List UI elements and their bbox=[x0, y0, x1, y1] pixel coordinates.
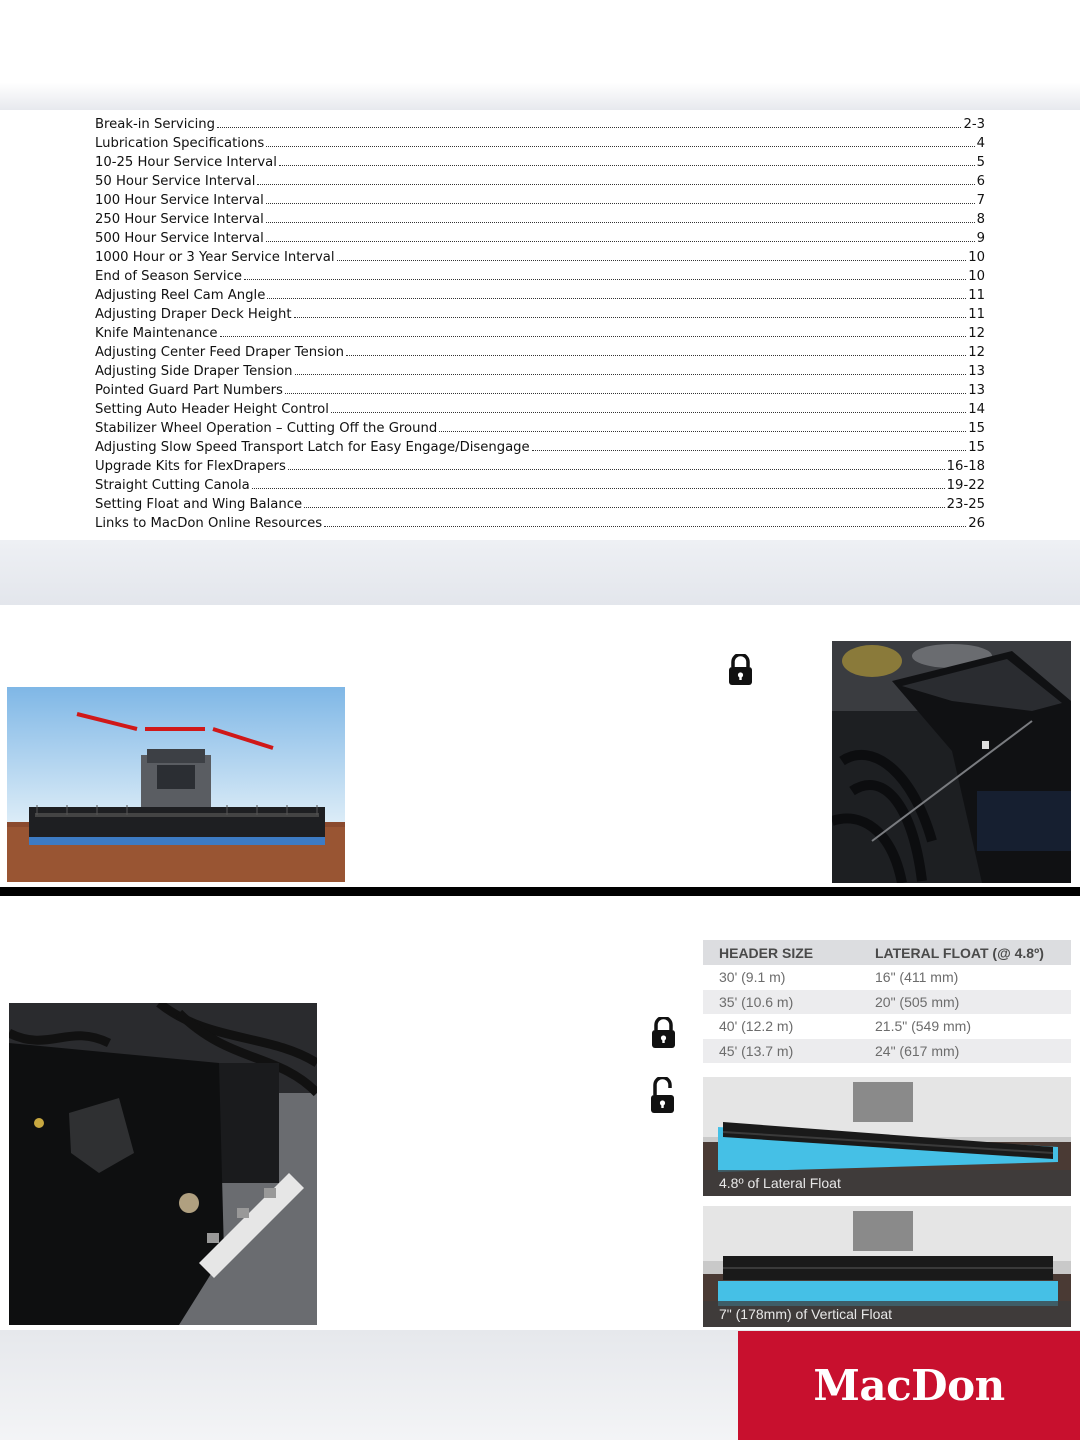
toc-entry-page: 23-25 bbox=[946, 497, 985, 512]
toc-entry-page: 4 bbox=[976, 136, 985, 151]
table-cell: 20" (505 mm) bbox=[859, 990, 1071, 1015]
section-rule bbox=[0, 887, 1080, 896]
toc-entry-page: 10 bbox=[968, 250, 985, 265]
toc-entry-page: 15 bbox=[968, 440, 985, 455]
toc-entry-title: Knife Maintenance bbox=[95, 326, 218, 341]
toc-entry-page: 13 bbox=[968, 364, 985, 379]
table-cell: 30' (9.1 m) bbox=[719, 969, 786, 986]
toc-entry[interactable] bbox=[95, 323, 985, 342]
toc-leader-dots bbox=[294, 304, 967, 318]
lateral-float-image bbox=[703, 1077, 1071, 1196]
lateral-float-caption: 4.8º of Lateral Float bbox=[703, 1170, 1071, 1196]
toc-leader-dots bbox=[304, 494, 945, 508]
toc-entry[interactable] bbox=[95, 266, 985, 285]
macdon-logo bbox=[738, 1331, 1080, 1440]
toc-entry[interactable] bbox=[95, 380, 985, 399]
float-table bbox=[703, 940, 1071, 1063]
table-of-contents bbox=[95, 114, 985, 532]
toc-entry[interactable] bbox=[95, 247, 985, 266]
unlock-icon bbox=[650, 1077, 675, 1118]
toc-entry-title: 100 Hour Service Interval bbox=[95, 193, 264, 208]
table-cell: 16" (411 mm) bbox=[875, 969, 959, 986]
toc-leader-dots bbox=[439, 418, 966, 432]
toc-entry[interactable] bbox=[95, 171, 985, 190]
toc-entry-page: 7 bbox=[976, 193, 985, 208]
toc-leader-dots bbox=[244, 266, 966, 280]
toc-entry-title: Pointed Guard Part Numbers bbox=[95, 383, 283, 398]
table-row bbox=[703, 965, 1071, 990]
toc-entry[interactable] bbox=[95, 399, 985, 418]
toc-entry-page: 12 bbox=[968, 326, 985, 341]
toc-entry-page: 11 bbox=[968, 288, 985, 303]
logo-text: MacDon bbox=[813, 1361, 1005, 1410]
table-cell: 24" (617 mm) bbox=[859, 1039, 1071, 1064]
table-row bbox=[703, 1014, 1071, 1039]
toc-leader-dots bbox=[532, 437, 967, 451]
section-divider bbox=[0, 540, 1080, 605]
toc-entry[interactable] bbox=[95, 228, 985, 247]
toc-entry-page: 16-18 bbox=[946, 459, 985, 474]
toc-entry-title: 50 Hour Service Interval bbox=[95, 174, 256, 189]
toc-entry-page: 5 bbox=[976, 155, 985, 170]
float-table-header-cell: HEADER SIZE bbox=[703, 940, 859, 965]
toc-entry[interactable] bbox=[95, 513, 985, 532]
toc-entry[interactable] bbox=[95, 133, 985, 152]
toc-entry-page: 15 bbox=[968, 421, 985, 436]
toc-entry-title: Links to MacDon Online Resources bbox=[95, 516, 323, 531]
toc-entry-page: 6 bbox=[976, 174, 985, 189]
toc-entry-page: 14 bbox=[968, 402, 985, 417]
table-row bbox=[703, 1039, 1071, 1064]
toc-entry-title: Adjusting Slow Speed Transport Latch for Easy Engage/Disengage bbox=[95, 440, 530, 455]
toc-entry[interactable] bbox=[95, 285, 985, 304]
table-cell: 35' (10.6 m) bbox=[703, 990, 859, 1015]
lock-icon bbox=[728, 654, 753, 690]
toc-entry[interactable] bbox=[95, 114, 985, 133]
vertical-float-image bbox=[703, 1206, 1071, 1327]
toc-entry-page: 10 bbox=[968, 269, 985, 284]
toc-entry-title: Lubrication Specifications bbox=[95, 136, 265, 151]
toc-leader-dots bbox=[288, 456, 945, 470]
toc-leader-dots bbox=[257, 171, 974, 185]
toc-leader-dots bbox=[266, 228, 975, 242]
toc-entry-page: 19-22 bbox=[946, 478, 985, 493]
toc-entry[interactable] bbox=[95, 361, 985, 380]
toc-entry-page: 11 bbox=[968, 307, 985, 322]
toc-leader-dots bbox=[252, 475, 945, 489]
float-table-header-cell: LATERAL FLOAT (@ 4.8º) bbox=[859, 940, 1071, 965]
toc-entry[interactable] bbox=[95, 209, 985, 228]
toc-leader-dots bbox=[266, 209, 975, 223]
toc-entry[interactable] bbox=[95, 304, 985, 323]
toc-leader-dots bbox=[267, 285, 966, 299]
vertical-float-caption: 7" (178mm) of Vertical Float bbox=[703, 1301, 1071, 1327]
toc-entry-title: Setting Auto Header Height Control bbox=[95, 402, 329, 417]
table-cell: 21.5" (549 mm) bbox=[875, 1018, 972, 1035]
toc-leader-dots bbox=[295, 361, 967, 375]
toc-entry-page: 2-3 bbox=[963, 117, 985, 132]
table-cell: 40' (12.2 m) bbox=[719, 1018, 794, 1035]
toc-entry-title: Upgrade Kits for FlexDrapers bbox=[95, 459, 286, 474]
toc-entry-title: 1000 Hour or 3 Year Service Interval bbox=[95, 250, 335, 265]
toc-leader-dots bbox=[266, 133, 974, 147]
combine-header-photo bbox=[7, 687, 345, 882]
toc-leader-dots bbox=[346, 342, 966, 356]
toc-entry-title: Adjusting Reel Cam Angle bbox=[95, 288, 266, 303]
toc-leader-dots bbox=[266, 190, 975, 204]
toc-entry-title: Stabilizer Wheel Operation – Cutting Off the Ground bbox=[95, 421, 438, 436]
toc-entry-page: 8 bbox=[976, 212, 985, 227]
toc-leader-dots bbox=[331, 399, 966, 413]
toc-leader-dots bbox=[220, 323, 967, 337]
toc-entry[interactable] bbox=[95, 342, 985, 361]
toc-entry-title: Adjusting Draper Deck Height bbox=[95, 307, 292, 322]
float-table-header bbox=[703, 940, 1071, 965]
toc-entry-title: Break-in Servicing bbox=[95, 117, 216, 132]
toc-entry-page: 9 bbox=[976, 231, 985, 246]
toc-entry-title: 500 Hour Service Interval bbox=[95, 231, 264, 246]
toc-entry-title: Adjusting Side Draper Tension bbox=[95, 364, 293, 379]
toc-entry[interactable] bbox=[95, 456, 985, 475]
toc-entry[interactable] bbox=[95, 494, 985, 513]
toc-leader-dots bbox=[217, 114, 961, 128]
toc-entry-title: Straight Cutting Canola bbox=[95, 478, 250, 493]
toc-entry[interactable] bbox=[95, 152, 985, 171]
table-cell: 45' (13.7 m) bbox=[703, 1039, 859, 1064]
toc-entry-title: 250 Hour Service Interval bbox=[95, 212, 264, 227]
toc-entry-title: Adjusting Center Feed Draper Tension bbox=[95, 345, 345, 360]
top-band bbox=[0, 0, 1080, 110]
toc-entry-title: Setting Float and Wing Balance bbox=[95, 497, 303, 512]
toc-leader-dots bbox=[279, 152, 975, 166]
toc-entry-title: 10-25 Hour Service Interval bbox=[95, 155, 277, 170]
toc-entry-page: 26 bbox=[968, 516, 985, 531]
toc-entry[interactable] bbox=[95, 418, 985, 437]
toc-leader-dots bbox=[285, 380, 966, 394]
toc-entry[interactable] bbox=[95, 475, 985, 494]
toc-entry[interactable] bbox=[95, 190, 985, 209]
transport-latch-photo bbox=[832, 641, 1071, 883]
toc-entry-page: 12 bbox=[968, 345, 985, 360]
lock-icon bbox=[651, 1017, 676, 1053]
toc-leader-dots bbox=[337, 247, 967, 261]
toc-leader-dots bbox=[324, 513, 966, 527]
toc-entry-title: End of Season Service bbox=[95, 269, 242, 284]
latch-bracket-photo bbox=[9, 1003, 317, 1325]
toc-entry-page: 13 bbox=[968, 383, 985, 398]
toc-entry[interactable] bbox=[95, 437, 985, 456]
table-row bbox=[703, 990, 1071, 1015]
